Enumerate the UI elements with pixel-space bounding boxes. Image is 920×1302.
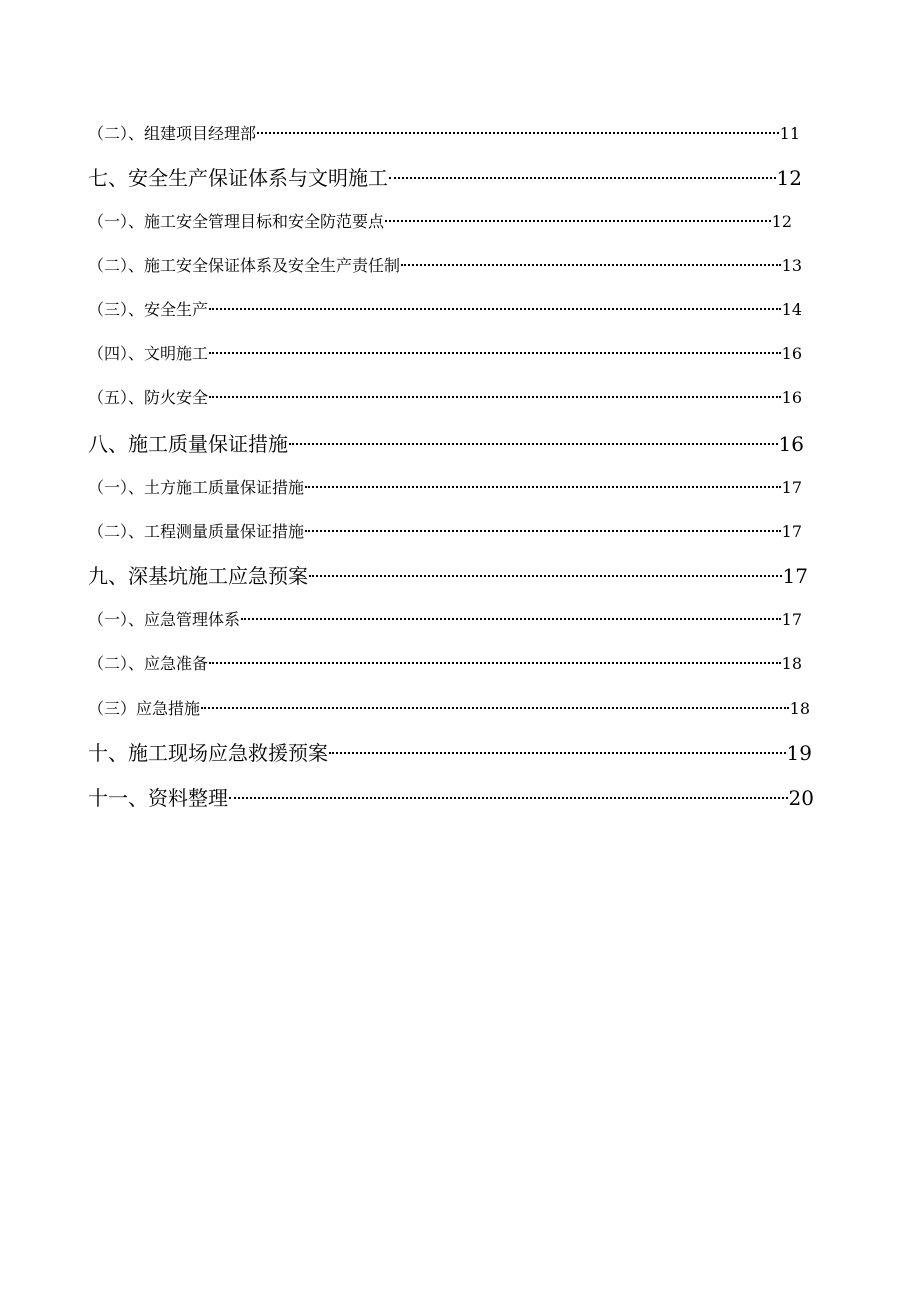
toc-entry[interactable]	[88, 165, 802, 191]
toc-leader-dots	[209, 308, 781, 310]
toc-entry-page: 18	[781, 654, 802, 673]
toc-entry[interactable]	[88, 563, 808, 589]
toc-entry-page: 17	[782, 564, 808, 588]
toc-leader-dots	[209, 396, 781, 398]
toc-entry-title: （三）、安全生产	[88, 300, 209, 319]
toc-entry-page: 17	[781, 610, 802, 629]
toc-entry-title: （一）、施工安全管理目标和安全防范要点	[88, 212, 385, 231]
toc-entry[interactable]	[88, 609, 802, 631]
toc-leader-dots	[201, 707, 789, 709]
toc-entry-title: （二）、施工安全保证体系及安全生产责任制	[88, 256, 401, 275]
toc-leader-dots	[241, 618, 781, 620]
toc-entry[interactable]	[88, 740, 812, 766]
toc-entry[interactable]	[88, 255, 802, 277]
toc-leader-dots	[209, 352, 781, 354]
toc-entry[interactable]	[88, 123, 800, 145]
toc-entry-title: （四）、文明施工	[88, 344, 209, 363]
toc-entry-title: 九、深基坑施工应急预案	[88, 564, 308, 588]
toc-entry-title: （五）、防火安全	[88, 388, 209, 407]
toc-entry[interactable]	[88, 211, 792, 233]
toc-entry-page: 13	[781, 256, 802, 275]
toc-entry-title: （二）、组建项目经理部	[88, 124, 257, 143]
toc-leader-dots	[305, 530, 781, 532]
toc-entry-title: 十、施工现场应急救援预案	[88, 741, 328, 765]
toc-leader-dots	[329, 752, 786, 754]
toc-entry-page: 16	[781, 388, 802, 407]
toc-entry-title: 七、安全生产保证体系与文明施工	[88, 166, 388, 190]
toc-entry-page: 17	[781, 478, 802, 497]
toc-leader-dots	[309, 575, 782, 577]
toc-entry[interactable]	[88, 299, 802, 321]
toc-entry-page: 12	[771, 212, 792, 231]
toc-leader-dots	[305, 486, 781, 488]
toc-entry[interactable]	[88, 698, 810, 720]
toc-entry[interactable]	[88, 653, 802, 675]
toc-entry-page: 16	[781, 344, 802, 363]
toc-entry[interactable]	[88, 477, 802, 499]
toc-entry-title: （一）、土方施工质量保证措施	[88, 478, 305, 497]
toc-entry-title: （二）、应急准备	[88, 654, 209, 673]
toc-entry-title: 八、施工质量保证措施	[88, 432, 288, 456]
toc-entry-page: 17	[781, 522, 802, 541]
toc-leader-dots	[289, 443, 778, 445]
toc-entry[interactable]	[88, 343, 802, 365]
toc-entry-page: 11	[779, 124, 800, 143]
toc-leader-dots	[401, 264, 781, 266]
toc-entry[interactable]	[88, 387, 802, 409]
toc-entry[interactable]	[88, 785, 814, 811]
toc-leader-dots	[229, 797, 788, 799]
toc-leader-dots	[257, 132, 779, 134]
toc-entry[interactable]	[88, 431, 804, 457]
toc-entry[interactable]	[88, 521, 802, 543]
toc-entry-page: 20	[788, 786, 814, 810]
toc-entry-page: 14	[781, 300, 802, 319]
toc-leader-dots	[389, 177, 776, 179]
toc-entry-title: 十一、资料整理	[88, 786, 228, 810]
toc-leader-dots	[209, 662, 781, 664]
toc-entry-page: 16	[778, 432, 804, 456]
toc-entry-title: （一）、应急管理体系	[88, 610, 241, 629]
toc-entry-title: （三）应急措施	[88, 699, 201, 718]
toc-leader-dots	[385, 220, 771, 222]
toc-entry-page: 18	[789, 699, 810, 718]
toc-entry-page: 12	[776, 166, 802, 190]
toc-entry-page: 19	[786, 741, 812, 765]
toc-entry-title: （二）、工程测量质量保证措施	[88, 522, 305, 541]
